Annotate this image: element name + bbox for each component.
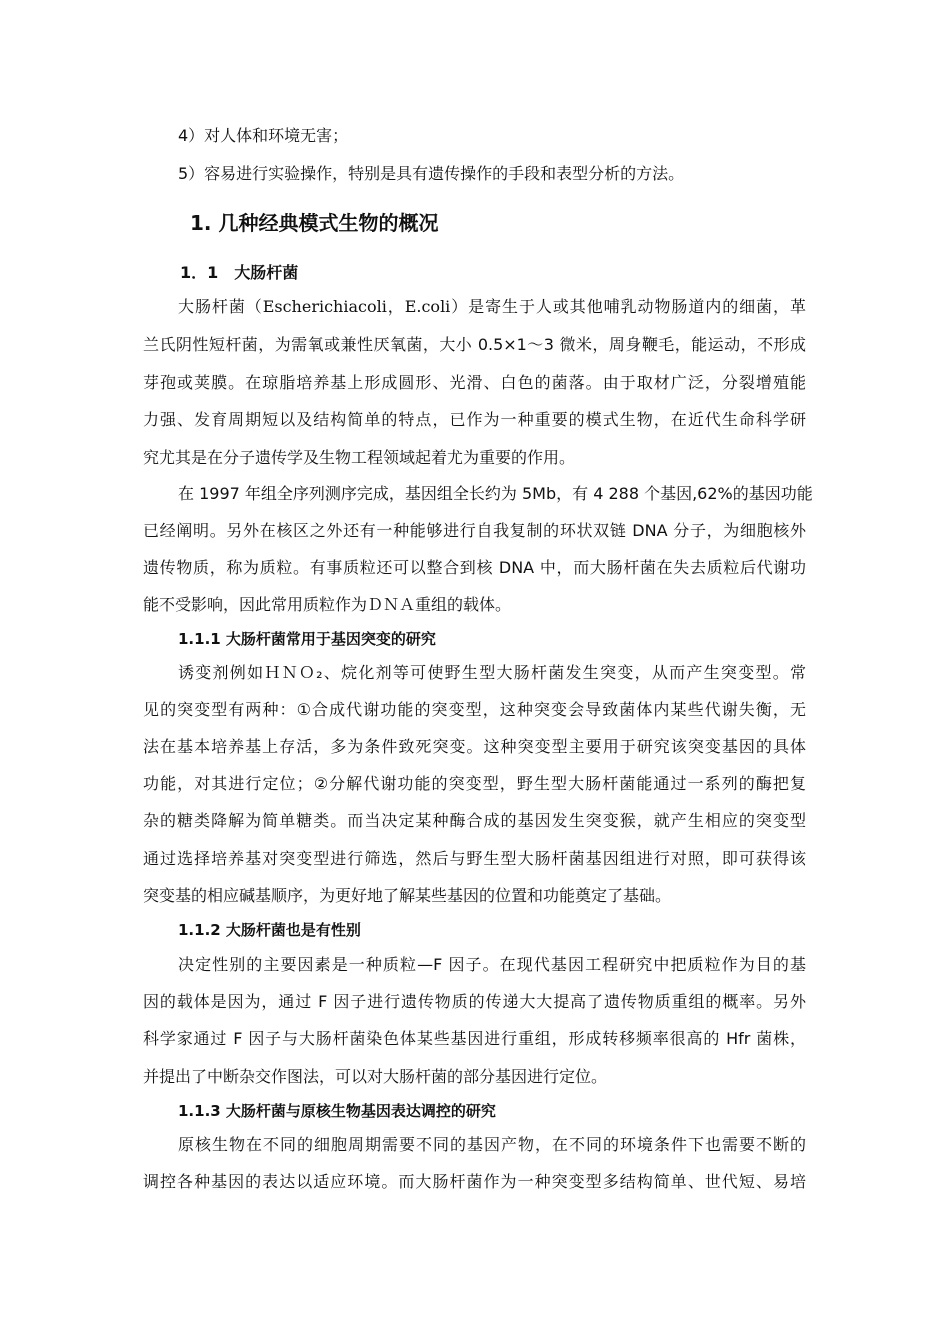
section-heading: 1. 几种经典模式生物的概况 <box>190 211 439 235</box>
paragraph-line: 功能，对其进行定位；②分解代谢功能的突变型，野生型大肠杆菌能通过一系列的酶把复 <box>143 774 806 793</box>
paragraph-line: 并提出了中断杂交作图法，可以对大肠杆菌的部分基因进行定位。 <box>143 1067 608 1086</box>
paragraph-line: 调控各种基因的表达以适应环境。而大肠杆菌作为一种突变型多结构简单、世代短、易培 <box>143 1172 806 1191</box>
subsubsection-heading: 1.1.3 大肠杆菌与原核生物基因表达调控的研究 <box>178 1102 496 1120</box>
paragraph-line: 力强、发育周期短以及结构简单的特点，已作为一种重要的模式生物，在近代生命科学研 <box>143 410 806 429</box>
list-item: 5）容易进行实验操作，特别是具有遗传操作的手段和表型分析的方法。 <box>178 164 685 183</box>
list-item: 4）对人体和环境无害； <box>178 126 349 145</box>
paragraph-line: 见的突变型有两种：①合成代谢功能的突变型，这种突变会导致菌体内某些代谢失衡，无 <box>143 700 806 719</box>
paragraph-line: 已经阐明。另外在核区之外还有一种能够进行自我复制的环状双链 DNA 分子，为细胞核外 <box>143 521 806 540</box>
paragraph-line: 大肠杆菌（Escherichiacoli，E.coli）是寄生于人或其他哺乳动物肠道内的细菌，革 <box>178 297 806 316</box>
paragraph-line: 通过选择培养基对突变型进行筛选，然后与野生型大肠杆菌基因组进行对照，即可获得该 <box>143 849 806 868</box>
paragraph-line: 因的载体是因为，通过 F 因子进行遗传物质的传递大大提高了遗传物质重组的概率。另外 <box>143 992 806 1011</box>
paragraph-line: 遗传物质，称为质粒。有事质粒还可以整合到核 DNA 中，而大肠杆菌在失去质粒后代谢功 <box>143 558 806 577</box>
paragraph-line: 诱变剂例如ＨＮＯ₂、烷化剂等可使野生型大肠杆菌发生突变，从而产生突变型。常 <box>178 663 806 682</box>
paragraph-line: 杂的糖类降解为简单糖类。而当决定某种酶合成的基因发生突变猴，就产生相应的突变型 <box>143 811 806 830</box>
subsubsection-heading: 1.1.1 大肠杆菌常用于基因突变的研究 <box>178 630 436 648</box>
subsection-heading: 1．1 大肠杆菌 <box>180 263 299 282</box>
paragraph-line: 究尤其是在分子遗传学及生物工程领域起着尤为重要的作用。 <box>143 448 576 467</box>
paragraph-line: 突变基的相应碱基顺序，为更好地了解某些基因的位置和功能奠定了基础。 <box>143 886 672 905</box>
paragraph-line: 科学家通过 F 因子与大肠杆菌染色体某些基因进行重组，形成转移频率很高的 Hfr 菌株， <box>143 1029 806 1048</box>
paragraph-line: 芽孢或荚膜。在琼脂培养基上形成圆形、光滑、白色的菌落。由于取材广泛，分裂增殖能 <box>143 373 806 392</box>
paragraph-line: 兰氏阴性短杆菌，为需氧或兼性厌氧菌，大小 0.5×1～3 微米，周身鞭毛，能运动，不形成 <box>143 335 806 354</box>
paragraph-line: 在 1997 年组全序列测序完成，基因组全长约为 5Mb，有 4 288 个基因,62%的基因功能 <box>178 484 813 503</box>
paragraph-line: 能不受影响，因此常用质粒作为ＤＮＡ重组的载体。 <box>143 595 512 614</box>
paragraph-line: 法在基本培养基上存活，多为条件致死突变。这种突变型主要用于研究该突变基因的具体 <box>143 737 806 756</box>
paragraph-line: 决定性别的主要因素是一种质粒—F 因子。在现代基因工程研究中把质粒作为目的基 <box>178 955 806 974</box>
subsubsection-heading: 1.1.2 大肠杆菌也是有性别 <box>178 921 361 939</box>
paragraph-line: 原核生物在不同的细胞周期需要不同的基因产物，在不同的环境条件下也需要不断的 <box>178 1135 806 1154</box>
